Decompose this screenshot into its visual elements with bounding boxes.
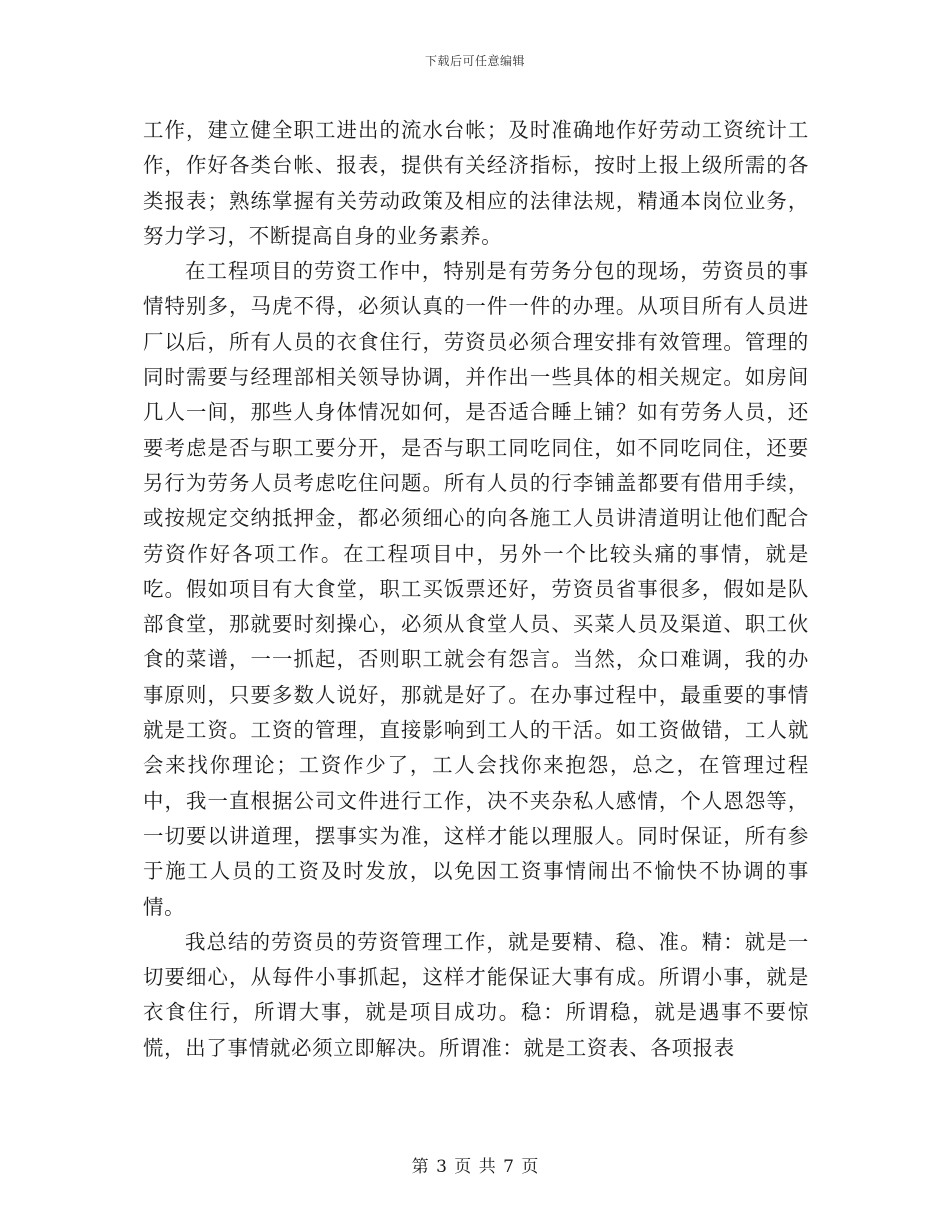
page-number-footer: 第 3 页 共 7 页 bbox=[411, 1157, 539, 1177]
paragraph-1: 工作，建立健全职工进出的流水台帐；及时准确地作好劳动工资统计工作，作好各类台帐、报表，提供有关经济指标，按时上报上级所需的各类报表；熟练掌握有关劳动政策及相应的法律法规，精通本岗位业务，努力学习，不断提高自身的业务素养。 bbox=[143, 118, 809, 248]
page-header-note: 下载后可任意编辑 bbox=[424, 54, 525, 68]
paragraph-3: 我总结的劳资员的劳资管理工作，就是要精、稳、准。精：就是一切要细心，从每件小事抓起，这样才能保证大事有成。所谓小事，就是衣食住行，所谓大事，就是项目成功。稳：所谓稳，就是遇事不要惊慌，出了事情就必须立即解决。所谓准：就是工资表、各项报表 bbox=[143, 929, 809, 1060]
document-body bbox=[143, 113, 809, 1066]
paragraph-2: 在工程项目的劳资工作中，特别是有劳务分包的现场，劳资员的事情特别多，马虎不得，必须认真的一件一件的办理。从项目所有人员进厂以后，所有人员的衣食住行，劳资员必须合理安排有效管理。管理的同时需要与经理部相关领导协调，并作出一些具体的相关规定。如房间几人一间，那些人身体情况如何，是否适合睡上铺？如有劳务人员，还要考虑是否与职工要分开，是否与职工同吃同住，如不同吃同住，还要另行为劳务人员考虑吃住问题。所有人员的行李铺盖都要有借用手续，或按规定交纳抵押金，都必须细心的向各施工人员讲清道明让他们配合劳资作好各项工作。在工程项目中，另外一个比较头痛的事情，就是吃。假如项目有大食堂，职工买饭票还好，劳资员省事很多，假如是队部食堂，那就要时刻操心，必须从食堂人员、买菜人员及渠道、职工伙食的菜谱，一一抓起，否则职工就会有怨言。当然，众口难调，我的办事原则，只要多数人说好，那就是好了。在办事过程中，最重要的事情就是工资。工资的管理，直接影响到工人的干活。如工资做错，工人就会来找你理论；工资作少了，工人会找你来抱怨，总之，在管理过程中，我一直根据公司文件进行工作，决不夹杂私人感情，个人恩怨等，一切要以讲道理，摆事实为准，这样才能以理服人。同时保证，所有参于施工人员的工资及时发放，以免因工资事情闹出不愉快不协调的事情。 bbox=[143, 259, 809, 919]
